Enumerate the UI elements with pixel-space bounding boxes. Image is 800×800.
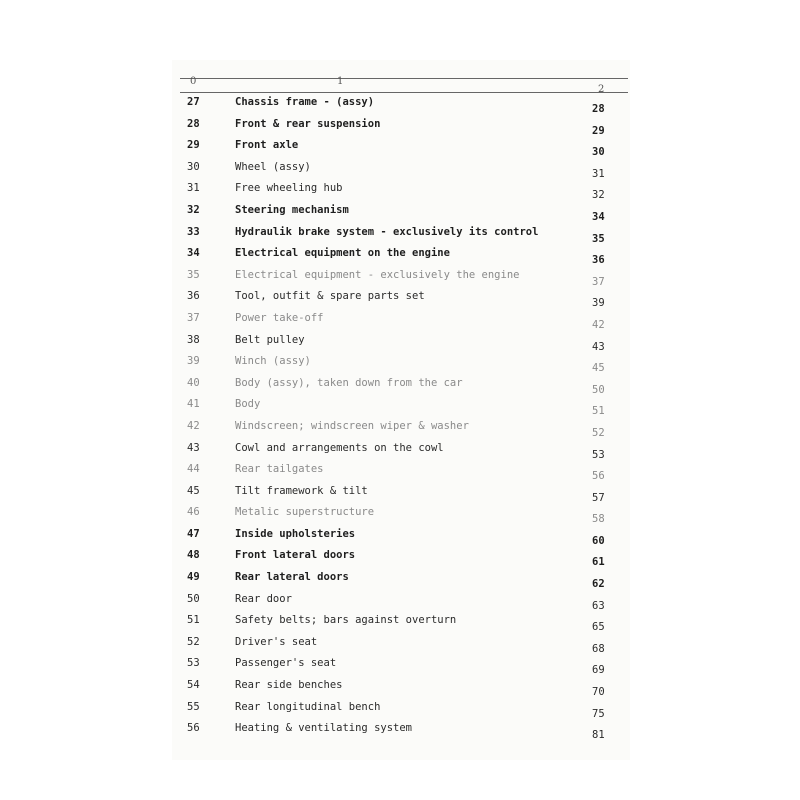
row-page-number: 29 <box>592 124 605 137</box>
row-page-number: 51 <box>592 405 605 418</box>
table-row <box>182 461 622 483</box>
table-row <box>182 677 622 699</box>
row-title: Hydraulik brake system - exclusively its control <box>235 225 539 238</box>
row-number: 42 <box>187 419 200 432</box>
row-page-number: 36 <box>592 254 605 267</box>
table-row <box>182 440 622 462</box>
row-title: Body (assy), taken down from the car <box>235 376 463 389</box>
row-title: Body <box>235 398 261 411</box>
row-title: Front axle <box>235 139 299 152</box>
table-row <box>182 353 622 375</box>
row-page-number: 28 <box>592 103 605 115</box>
row-title: Front & rear suspension <box>235 117 381 130</box>
table-row <box>182 547 622 569</box>
row-number: 40 <box>187 376 200 389</box>
row-title: Rear longitudinal bench <box>235 700 381 713</box>
row-title: Windscreen; windscreen wiper & washer <box>235 419 469 432</box>
table-row <box>182 288 622 310</box>
row-number: 47 <box>187 527 200 540</box>
row-title: Free wheeling hub <box>235 182 343 195</box>
row-number: 49 <box>187 571 200 584</box>
table-row <box>182 612 622 634</box>
row-title: Tilt framework & tilt <box>235 484 368 497</box>
row-title: Cowl and arrangements on the cowl <box>235 441 444 454</box>
table-row <box>182 310 622 332</box>
row-title: Front lateral doors <box>235 549 356 562</box>
row-title: Electrical equipment - exclusively the engine <box>235 268 520 281</box>
row-title: Winch (assy) <box>235 355 311 368</box>
column-header-1: 1 <box>337 76 344 87</box>
table-row <box>182 375 622 397</box>
table-row <box>182 591 622 613</box>
table-row <box>182 202 622 224</box>
row-title: Passenger's seat <box>235 657 337 670</box>
column-header-2: 2 <box>598 84 605 95</box>
table-row <box>182 483 622 505</box>
row-title: Tool, outfit & spare parts set <box>235 290 425 303</box>
row-title: Inside upholsteries <box>235 527 356 540</box>
row-title: Metalic superstructure <box>235 506 375 519</box>
row-page-number: 45 <box>592 362 605 375</box>
row-number: 29 <box>187 139 200 152</box>
row-number: 34 <box>187 247 200 260</box>
row-page-number: 39 <box>592 297 605 310</box>
row-page-number: 34 <box>592 210 605 223</box>
table-row <box>182 569 622 591</box>
row-number: 35 <box>187 268 200 281</box>
table-row <box>182 116 622 138</box>
row-page-number: 75 <box>592 707 605 720</box>
row-title: Rear lateral doors <box>235 571 349 584</box>
table-row <box>182 504 622 526</box>
row-page-number: 62 <box>592 578 605 591</box>
row-page-number: 50 <box>592 383 605 396</box>
row-title: Driver's seat <box>235 635 318 648</box>
row-number: 45 <box>187 484 200 497</box>
row-number: 32 <box>187 203 200 216</box>
table-row <box>182 267 622 289</box>
row-page-number: 43 <box>592 340 605 353</box>
table-row <box>182 224 622 246</box>
row-page-number: 68 <box>592 642 605 655</box>
row-number: 53 <box>187 657 200 670</box>
row-page-number: 32 <box>592 189 605 202</box>
row-number: 44 <box>187 463 200 476</box>
row-page-number: 63 <box>592 599 605 612</box>
row-page-number: 57 <box>592 491 605 504</box>
row-page-number: 61 <box>592 556 605 569</box>
row-number: 27 <box>187 96 200 108</box>
row-number: 54 <box>187 679 200 692</box>
row-page-number: 69 <box>592 664 605 677</box>
row-number: 48 <box>187 549 200 562</box>
table-row <box>182 634 622 656</box>
row-page-number: 81 <box>592 729 605 742</box>
row-number: 33 <box>187 225 200 238</box>
row-title: Chassis frame - (assy) <box>235 96 375 108</box>
row-number: 56 <box>187 722 200 735</box>
contents-table <box>182 94 622 742</box>
table-row <box>182 94 622 116</box>
row-page-number: 42 <box>592 318 605 331</box>
row-title: Belt pulley <box>235 333 305 346</box>
row-number: 51 <box>187 614 200 627</box>
row-page-number: 58 <box>592 513 605 526</box>
table-row <box>182 159 622 181</box>
row-title: Rear door <box>235 592 292 605</box>
row-number: 38 <box>187 333 200 346</box>
row-page-number: 31 <box>592 167 605 180</box>
row-page-number: 60 <box>592 534 605 547</box>
table-row <box>182 699 622 721</box>
row-page-number: 52 <box>592 426 605 439</box>
row-number: 31 <box>187 182 200 195</box>
row-page-number: 35 <box>592 232 605 245</box>
table-row <box>182 396 622 418</box>
row-page-number: 30 <box>592 146 605 159</box>
row-number: 36 <box>187 290 200 303</box>
row-title: Wheel (assy) <box>235 160 311 173</box>
row-number: 55 <box>187 700 200 713</box>
row-page-number: 56 <box>592 470 605 483</box>
table-row <box>182 655 622 677</box>
row-title: Safety belts; bars against overturn <box>235 614 457 627</box>
row-number: 28 <box>187 117 200 130</box>
table-row <box>182 137 622 159</box>
row-number: 39 <box>187 355 200 368</box>
row-page-number: 70 <box>592 686 605 699</box>
row-title: Power take-off <box>235 311 324 324</box>
row-number: 50 <box>187 592 200 605</box>
header-rule-bottom <box>180 92 628 93</box>
row-page-number: 53 <box>592 448 605 461</box>
column-header-0: 0 <box>190 76 197 87</box>
header-rule-top <box>180 78 628 79</box>
row-number: 30 <box>187 160 200 173</box>
table-row <box>182 180 622 202</box>
row-number: 43 <box>187 441 200 454</box>
table-row <box>182 418 622 440</box>
row-title: Rear tailgates <box>235 463 324 476</box>
row-number: 52 <box>187 635 200 648</box>
table-row <box>182 526 622 548</box>
row-page-number: 37 <box>592 275 605 288</box>
row-title: Steering mechanism <box>235 203 349 216</box>
table-row <box>182 332 622 354</box>
row-title: Rear side benches <box>235 679 343 692</box>
row-page-number: 65 <box>592 621 605 634</box>
row-title: Heating & ventilating system <box>235 722 413 735</box>
row-number: 37 <box>187 311 200 324</box>
row-number: 41 <box>187 398 200 411</box>
row-number: 46 <box>187 506 200 519</box>
table-row <box>182 245 622 267</box>
row-title: Electrical equipment on the engine <box>235 247 450 260</box>
table-row <box>182 720 622 742</box>
